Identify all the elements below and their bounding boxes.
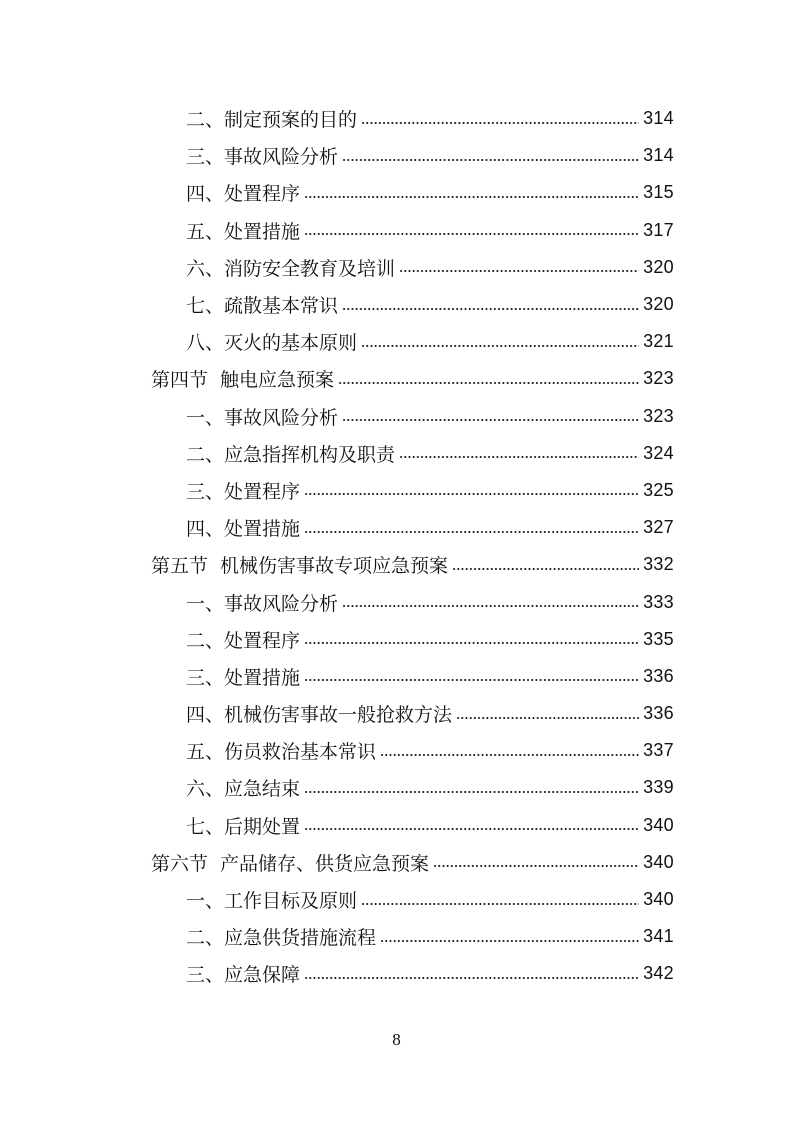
toc-entry-number: 二、: [186, 629, 225, 652]
dot-leader: [304, 791, 639, 793]
dot-leader: [342, 308, 639, 310]
toc-entry-page: 335: [643, 628, 674, 649]
toc-entry[interactable]: [186, 769, 674, 806]
toc-entry-number: 一、: [186, 592, 225, 615]
dot-leader: [338, 382, 639, 384]
toc-entry-page: 339: [643, 777, 674, 798]
toc-entry-number: 七、: [186, 295, 225, 318]
toc-entry-number: 三、: [186, 964, 225, 987]
toc-entry-page: 337: [643, 740, 674, 761]
toc-entry[interactable]: [186, 212, 674, 249]
toc-entry-title: 产品储存、供货应急预案: [220, 852, 430, 875]
dot-leader: [304, 196, 639, 198]
toc-entry-title: 工作目标及原则: [224, 890, 358, 913]
toc-entry[interactable]: [186, 509, 674, 546]
toc-entry-number: 六、: [186, 257, 225, 280]
dot-leader: [380, 940, 639, 942]
dot-leader: [456, 717, 639, 719]
toc-entry-title: 处置措施: [224, 518, 301, 541]
toc-entry-page: 323: [643, 405, 674, 426]
toc-entry-number: 四、: [186, 704, 225, 727]
toc-entry-page: 333: [643, 591, 674, 612]
toc-entry[interactable]: [186, 695, 674, 732]
toc-section-entry[interactable]: [151, 844, 674, 881]
toc-entry-title: 应急保障: [224, 964, 301, 987]
toc-entry-page: 317: [643, 219, 674, 240]
dot-leader: [342, 419, 639, 421]
toc-entry[interactable]: [186, 137, 674, 174]
dot-leader: [433, 865, 639, 867]
toc-entry-title: 灭火的基本原则: [224, 332, 358, 355]
toc-entry-page: 341: [643, 926, 674, 947]
page-number: 8: [392, 1030, 401, 1049]
toc-entry[interactable]: [186, 472, 674, 509]
toc-entry-number: 第四节: [151, 369, 209, 392]
toc-entry-title: 应急供货措施流程: [224, 927, 377, 950]
dot-leader: [304, 977, 639, 979]
toc-entry[interactable]: [186, 249, 674, 286]
toc-entry-title: 事故风险分析: [224, 592, 339, 615]
toc-entry[interactable]: [186, 174, 674, 211]
dot-leader: [380, 754, 639, 756]
dot-leader: [361, 345, 639, 347]
toc-entry-title: 制定预案的目的: [224, 109, 358, 132]
toc-section-entry[interactable]: [151, 546, 674, 583]
toc-entry-number: 五、: [186, 220, 225, 243]
table-of-contents: [0, 100, 793, 993]
toc-entry-title: 机械伤害事故一般抢救方法: [224, 704, 453, 727]
toc-entry-page: 342: [643, 963, 674, 984]
toc-entry-number: 一、: [186, 406, 225, 429]
toc-entry-title: 处置程序: [224, 480, 301, 503]
toc-entry-title: 应急结束: [224, 778, 301, 801]
toc-section-entry[interactable]: [151, 360, 674, 397]
toc-entry-number: 六、: [186, 778, 225, 801]
toc-entry[interactable]: [186, 323, 674, 360]
dot-leader: [399, 270, 639, 272]
toc-entry-title: 事故风险分析: [224, 146, 339, 169]
toc-entry-page: 320: [643, 294, 674, 315]
toc-entry[interactable]: [186, 658, 674, 695]
toc-entry-page: 340: [643, 889, 674, 910]
toc-entry-number: 三、: [186, 146, 225, 169]
dot-leader: [399, 456, 639, 458]
toc-entry-title: 处置措施: [224, 666, 301, 689]
toc-entry[interactable]: [186, 398, 674, 435]
toc-entry-page: 315: [643, 182, 674, 203]
dot-leader: [304, 642, 639, 644]
toc-entry-number: 一、: [186, 890, 225, 913]
dot-leader: [304, 531, 639, 533]
toc-entry-title: 应急指挥机构及职责: [224, 443, 396, 466]
toc-entry-number: 四、: [186, 183, 225, 206]
dot-leader: [342, 159, 639, 161]
toc-entry[interactable]: [186, 435, 674, 472]
toc-entry[interactable]: [186, 621, 674, 658]
toc-entry-number: 八、: [186, 332, 225, 355]
toc-entry-number: 四、: [186, 518, 225, 541]
toc-entry-title: 处置程序: [224, 629, 301, 652]
toc-entry-page: 320: [643, 256, 674, 277]
dot-leader: [361, 903, 639, 905]
toc-entry-page: 314: [643, 108, 674, 129]
toc-entry-number: 三、: [186, 666, 225, 689]
dot-leader: [304, 679, 639, 681]
toc-entry-number: 第五节: [151, 555, 209, 578]
toc-entry-page: 325: [643, 479, 674, 500]
dot-leader: [304, 233, 639, 235]
toc-entry-page: 336: [643, 703, 674, 724]
toc-entry-number: 二、: [186, 109, 225, 132]
toc-entry[interactable]: [186, 732, 674, 769]
dot-leader: [304, 493, 639, 495]
toc-entry-title: 事故风险分析: [224, 406, 339, 429]
toc-entry-page: 340: [643, 814, 674, 835]
toc-entry[interactable]: [186, 881, 674, 918]
toc-entry-page: 336: [643, 665, 674, 686]
toc-entry[interactable]: [186, 918, 674, 955]
toc-entry-page: 314: [643, 145, 674, 166]
toc-entry-title: 触电应急预案: [220, 369, 335, 392]
toc-entry[interactable]: [186, 286, 674, 323]
toc-entry-number: 三、: [186, 480, 225, 503]
toc-entry-title: 处置措施: [224, 220, 301, 243]
toc-entry-title: 疏散基本常识: [224, 295, 339, 318]
toc-entry-title: 后期处置: [224, 815, 301, 838]
toc-entry-number: 五、: [186, 741, 225, 764]
dot-leader: [342, 605, 639, 607]
toc-entry-title: 伤员救治基本常识: [224, 741, 377, 764]
toc-entry-title: 处置程序: [224, 183, 301, 206]
toc-entry-page: 323: [643, 368, 674, 389]
toc-entry-page: 321: [643, 331, 674, 352]
toc-entry[interactable]: [186, 807, 674, 844]
toc-entry-number: 二、: [186, 443, 225, 466]
toc-entry-number: 七、: [186, 815, 225, 838]
toc-entry[interactable]: [186, 100, 674, 137]
toc-entry-number: 二、: [186, 927, 225, 950]
dot-leader: [304, 828, 639, 830]
dot-leader: [361, 122, 639, 124]
toc-entry-page: 324: [643, 442, 674, 463]
toc-entry[interactable]: [186, 583, 674, 620]
toc-entry-page: 327: [643, 517, 674, 538]
toc-entry-title: 消防安全教育及培训: [224, 257, 396, 280]
dot-leader: [452, 568, 639, 570]
toc-entry-page: 332: [643, 554, 674, 575]
toc-entry-page: 340: [643, 851, 674, 872]
toc-entry-number: 第六节: [151, 852, 209, 875]
toc-entry[interactable]: [186, 955, 674, 992]
toc-entry-title: 机械伤害事故专项应急预案: [220, 555, 449, 578]
